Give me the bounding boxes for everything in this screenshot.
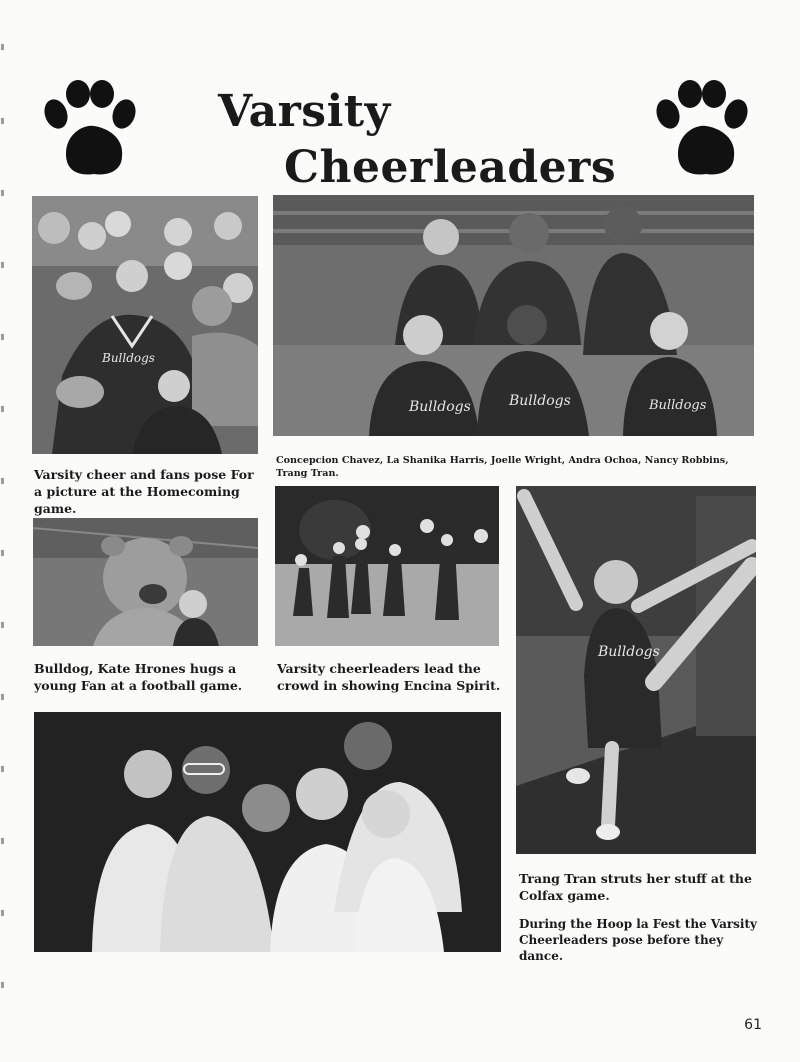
edge-mark [1, 550, 4, 556]
photo-hoopla-fest-group [34, 712, 501, 952]
caption-mascot: Bulldog, Kate Hrones hugs a young Fan at a football game. [34, 661, 243, 693]
edge-mark [1, 766, 4, 772]
caption-team-names: Concepcion Chavez, La Shanika Harris, Joelle Wright, Andra Ochoa, Nancy Robbins, Trang Tran. [276, 455, 729, 479]
page-number: 61 [744, 1017, 762, 1033]
edge-mark [1, 44, 4, 50]
page-title-line-2: Cheerleaders [284, 142, 617, 193]
caption-crowd: Varsity cheerleaders lead the crowd in showing Encina Spirit. [277, 661, 501, 693]
edge-mark [1, 262, 4, 268]
edge-mark [1, 982, 4, 988]
uniform-lettering: Bulldogs [102, 351, 155, 365]
edge-mark [1, 190, 4, 196]
caption-trang-tran: Trang Tran struts her stuff at the Colfax game. [519, 871, 752, 903]
photo-crowd-spirit [275, 486, 499, 646]
photo-mascot-hug [33, 518, 258, 646]
edge-mark [1, 478, 4, 484]
photo-varsity-team [273, 195, 754, 436]
caption-homecoming: Varsity cheer and fans pose For a picture at the Homecoming game. [34, 467, 254, 516]
uniform-lettering: Bulldogs [649, 398, 707, 413]
page-title-line-1: Varsity [218, 86, 391, 137]
caption-hoopla-fest: During the Hoop la Fest the Varsity Cheerleaders pose before they dance. [519, 917, 758, 963]
edge-mark [1, 622, 4, 628]
edge-mark [1, 838, 4, 844]
paw-print-icon [42, 80, 138, 178]
edge-mark [1, 910, 4, 916]
edge-mark [1, 118, 4, 124]
uniform-lettering: Bulldogs [509, 393, 571, 409]
edge-mark [1, 406, 4, 412]
edge-mark [1, 694, 4, 700]
edge-mark [1, 334, 4, 340]
photo-trang-tran-kick [516, 486, 756, 854]
uniform-lettering: Bulldogs [409, 399, 471, 415]
paw-print-icon [654, 80, 750, 178]
uniform-lettering: Bulldogs [598, 644, 660, 660]
photo-homecoming-group [32, 196, 258, 454]
